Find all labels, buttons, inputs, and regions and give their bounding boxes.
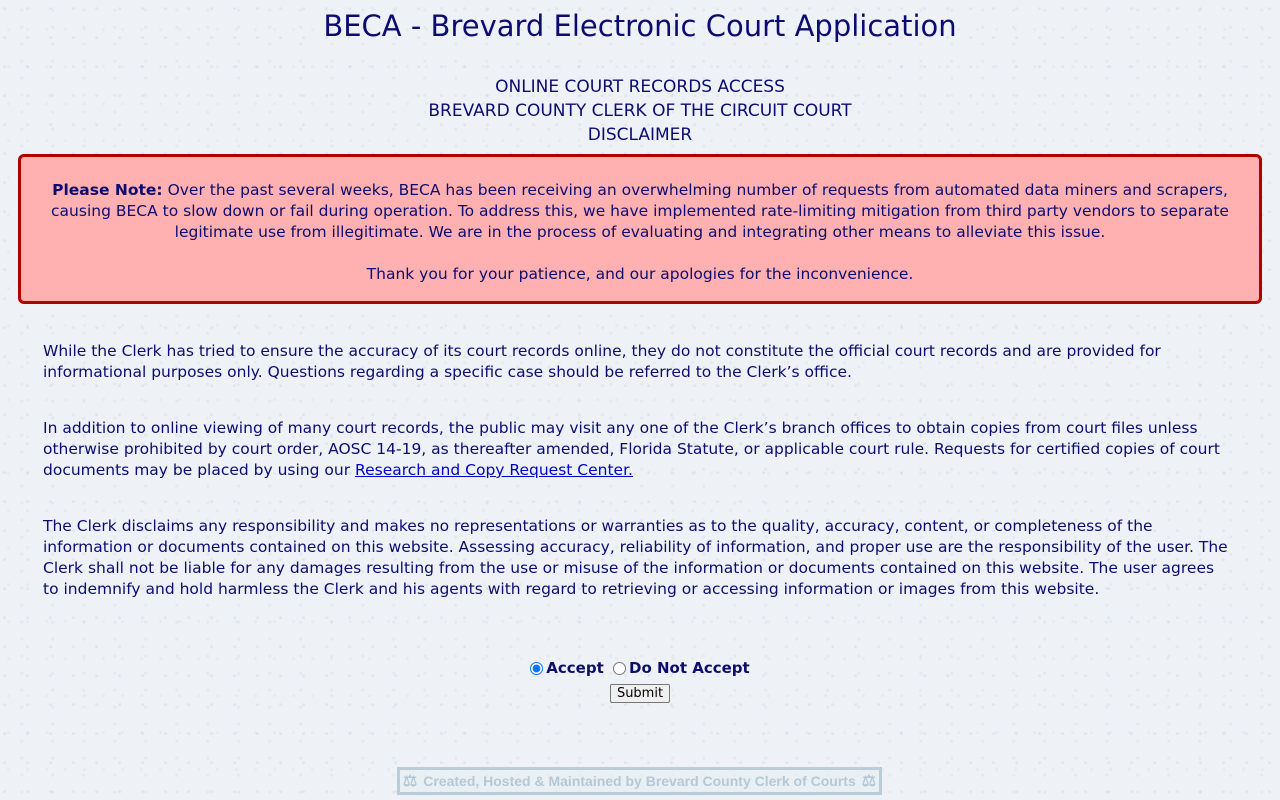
subheading-clerk: BREVARD COUNTY CLERK OF THE CIRCUIT COURT bbox=[428, 101, 852, 121]
notice-thanks: Thank you for your patience, and our apologies for the inconvenience. bbox=[366, 265, 914, 283]
notice-box bbox=[18, 154, 1262, 304]
acceptance-choices bbox=[0, 658, 1280, 680]
subheading-online-records: ONLINE COURT RECORDS ACCESS bbox=[495, 77, 785, 97]
notice-body: Over the past several weeks, BECA has been receiving an overwhelming number of requests from automated data miners and scrapers, causing BECA to slow down or fail during operation. To address this, we have implemented rate-limiting mitigation from third party vendors to separate legitimate use from illegitimate. We are in the process of evaluating and integrating other means to alleviate this issue. bbox=[51, 181, 1229, 241]
accept-label: Accept bbox=[546, 659, 604, 677]
accept-option[interactable] bbox=[530, 658, 603, 678]
page-title: BECA - Brevard Electronic Court Application bbox=[323, 9, 957, 43]
notice-label: Please Note: bbox=[52, 181, 163, 199]
submit-button[interactable]: Submit bbox=[610, 684, 670, 703]
scales-of-justice-icon: ⚖ bbox=[402, 773, 418, 790]
subheading-block bbox=[0, 75, 1280, 147]
paragraph-2-text: In addition to online viewing of many court records, the public may visit any one of the Clerk’s branch offices to obtain copies from court files unless otherwise prohibited by court order, AOSC 14-19, as thereafter amended, Florida Statute, or applicable court rule. Requests for certified copies of court documents may be placed by using our bbox=[43, 419, 1220, 479]
disclaimer-paragraph-1: While the Clerk has tried to ensure the accuracy of its court records online, they do not constitute the official court records and are provided for informational purposes only. Questions regarding a specific case should be referred to the Clerk’s office. bbox=[43, 342, 1161, 381]
research-copy-request-link[interactable]: Research and Copy Request Center. bbox=[355, 461, 633, 479]
disclaimer-paragraph-3: The Clerk disclaims any responsibility and makes no representations or warranties as to the quality, accuracy, content, or completeness of the information or documents contained on this website. Assessing accuracy, reliability of information, and proper use are the responsibility of the user. The Clerk shall not be liable for any damages resulting from the use or misuse of the information or documents contained on this website. The user agrees to indemnify and hold harmless the Clerk and his agents with regard to retrieving or accessing information or images from this website. bbox=[43, 517, 1228, 598]
submit-container bbox=[0, 682, 1280, 703]
footer-banner bbox=[397, 767, 882, 795]
disclaimer-paragraph-2 bbox=[43, 418, 1233, 481]
accept-radio[interactable] bbox=[530, 662, 543, 675]
decline-option[interactable] bbox=[613, 658, 750, 678]
decline-radio[interactable] bbox=[613, 662, 626, 675]
footer-text: Created, Hosted & Maintained by Brevard County Clerk of Courts bbox=[423, 773, 856, 789]
decline-label: Do Not Accept bbox=[629, 659, 750, 677]
notice-text bbox=[39, 180, 1241, 243]
scales-of-justice-icon: ⚖ bbox=[861, 773, 877, 790]
subheading-disclaimer: DISCLAIMER bbox=[587, 125, 693, 145]
